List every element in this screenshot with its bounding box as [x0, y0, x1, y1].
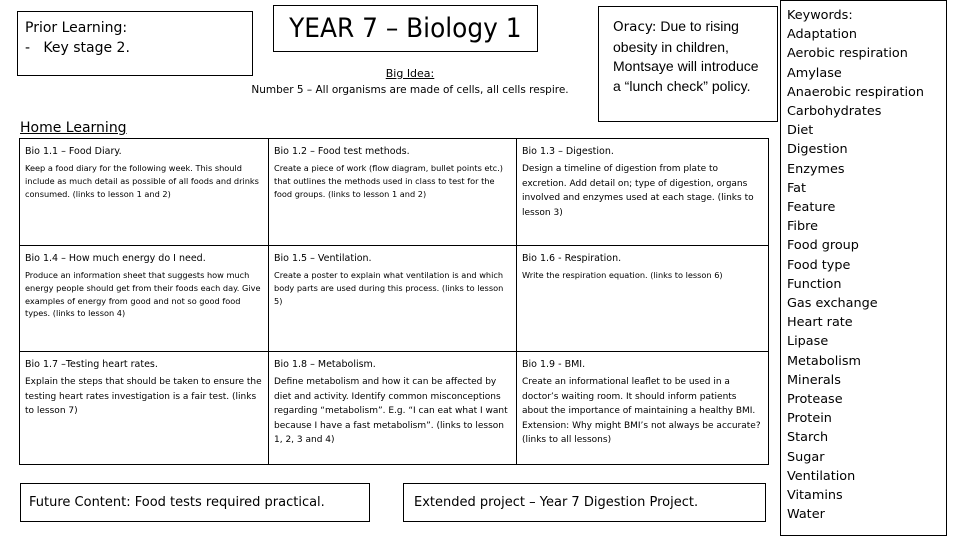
keyword-item: Lipase [787, 334, 829, 350]
future-content-box [20, 483, 370, 522]
keywords-heading: Keywords: [787, 8, 853, 23]
keyword-item: Vitamins [787, 488, 843, 504]
lesson-cell-title: Bio 1.4 – How much energy do I need. [25, 253, 206, 264]
lesson-cell-body: Keep a food diary for the following week. This should include as much detail as possible of all foods and drinks consumed. (links to lesson 1 and 2) [25, 163, 259, 199]
table-row [20, 246, 769, 352]
keywords-list [787, 25, 940, 524]
page-title: YEAR 7 – Biology 1 [289, 13, 522, 44]
oracy-text: Due to rising obesity in children, Montsaye will introduce a “lunch check” policy. [613, 18, 759, 94]
lesson-cell [269, 246, 517, 352]
lesson-cell [517, 246, 769, 352]
keyword-item: Anaerobic respiration [787, 84, 924, 100]
lesson-cell-body: Create a piece of work (flow diagram, bullet points etc.) that outlines the methods used in class to test for the food groups. (links to lesson 1 and 2) [274, 163, 503, 199]
keyword-item: Aerobic respiration [787, 46, 908, 62]
lesson-cell-title: Bio 1.5 – Ventilation. [274, 253, 372, 264]
table-row [20, 139, 769, 246]
keywords-box [780, 0, 947, 536]
oracy-box [598, 6, 778, 122]
keyword-item: Protein [787, 411, 832, 427]
prior-learning-item: - Key stage 2. [25, 40, 130, 56]
keyword-item: Metabolism [787, 353, 861, 369]
page-title-box [273, 5, 538, 52]
lesson-cell-title: Bio 1.2 – Food test methods. [274, 146, 410, 157]
lesson-cell [269, 352, 517, 465]
keyword-item: Gas exchange [787, 296, 878, 312]
lesson-cell-body: Define metabolism and how it can be affected by diet and activity. Identify common misconceptions regarding “metabolism”. E.g. “I can eat what I want because I have a fast metabolism”. (links to lesson 1, 2, 3 and 4) [274, 377, 508, 445]
keyword-item: Digestion [787, 142, 848, 158]
big-idea-heading: Big Idea: [385, 67, 435, 80]
lesson-cell-title: Bio 1.8 – Metabolism. [274, 359, 376, 370]
keyword-item: Minerals [787, 372, 841, 388]
keyword-item: Diet [787, 123, 814, 139]
lesson-cell [269, 139, 517, 246]
keyword-item: Adaptation [787, 27, 857, 43]
extended-project-box [403, 483, 766, 522]
keyword-item: Function [787, 276, 842, 292]
keyword-item: Fibre [787, 219, 818, 235]
keyword-item: Food type [787, 257, 851, 273]
lesson-cell [517, 352, 769, 465]
lesson-cell-body: Write the respiration equation. (links to lesson 6) [522, 270, 723, 280]
prior-learning-heading: Prior Learning: [25, 20, 128, 36]
keyword-item: Sugar [787, 449, 825, 465]
lesson-cell-body: Design a timeline of digestion from plate to excretion. Add detail on; type of digestion, organs involved and enzymes used at each stage. (links to lesson 3) [522, 164, 754, 218]
lesson-cell [20, 246, 269, 352]
lesson-cell-body: Explain the steps that should be taken to ensure the testing heart rates investigation is a fair test. (links to lesson 7) [25, 377, 262, 416]
keyword-item: Protease [787, 392, 843, 408]
lesson-cell-title: Bio 1.7 –Testing heart rates. [25, 359, 158, 370]
lesson-cell [20, 352, 269, 465]
keyword-item: Amylase [787, 65, 842, 81]
home-learning-table [19, 138, 769, 465]
keyword-item: Feature [787, 200, 836, 216]
lesson-cell-title: Bio 1.3 – Digestion. [522, 146, 614, 157]
keyword-item: Fat [787, 180, 807, 196]
lesson-cell-body: Produce an information sheet that suggests how much energy people should get from their foods each day. Give examples of energy from good and not so good food types. (links to lesson 4) [25, 270, 261, 319]
lesson-cell-body: Create a poster to explain what ventilation is and which body parts are used during this process. (links to lesson 5) [274, 270, 504, 306]
big-idea-text: Number 5 – All organisms are made of cells, all cells respire. [251, 84, 569, 96]
future-content-text: Future Content: Food tests required practical. [29, 495, 325, 510]
oracy-label: Oracy: [613, 19, 657, 35]
keyword-item: Heart rate [787, 315, 853, 331]
lesson-cell-body: Create an informational leaflet to be used in a doctor’s waiting room. It should inform patients about the importance of maintaining a healthy BMI. Extension: Why might BMI’s not always be accurate? (links to all lessons) [522, 377, 761, 445]
lesson-cell [517, 139, 769, 246]
keyword-item: Carbohydrates [787, 104, 882, 120]
big-idea [210, 65, 610, 99]
lesson-cell-title: Bio 1.9 - BMI. [522, 359, 586, 370]
keyword-item: Water [787, 507, 825, 523]
home-learning-heading: Home Learning [20, 120, 127, 136]
lesson-cell-title: Bio 1.6 - Respiration. [522, 253, 622, 264]
keyword-item: Enzymes [787, 161, 845, 177]
lesson-cell-title: Bio 1.1 – Food Diary. [25, 146, 122, 157]
keyword-item: Food group [787, 238, 859, 254]
extended-project-text: Extended project – Year 7 Digestion Project. [414, 495, 699, 510]
keyword-item: Starch [787, 430, 829, 446]
table-row [20, 352, 769, 465]
lesson-cell [20, 139, 269, 246]
keyword-item: Ventilation [787, 468, 856, 484]
